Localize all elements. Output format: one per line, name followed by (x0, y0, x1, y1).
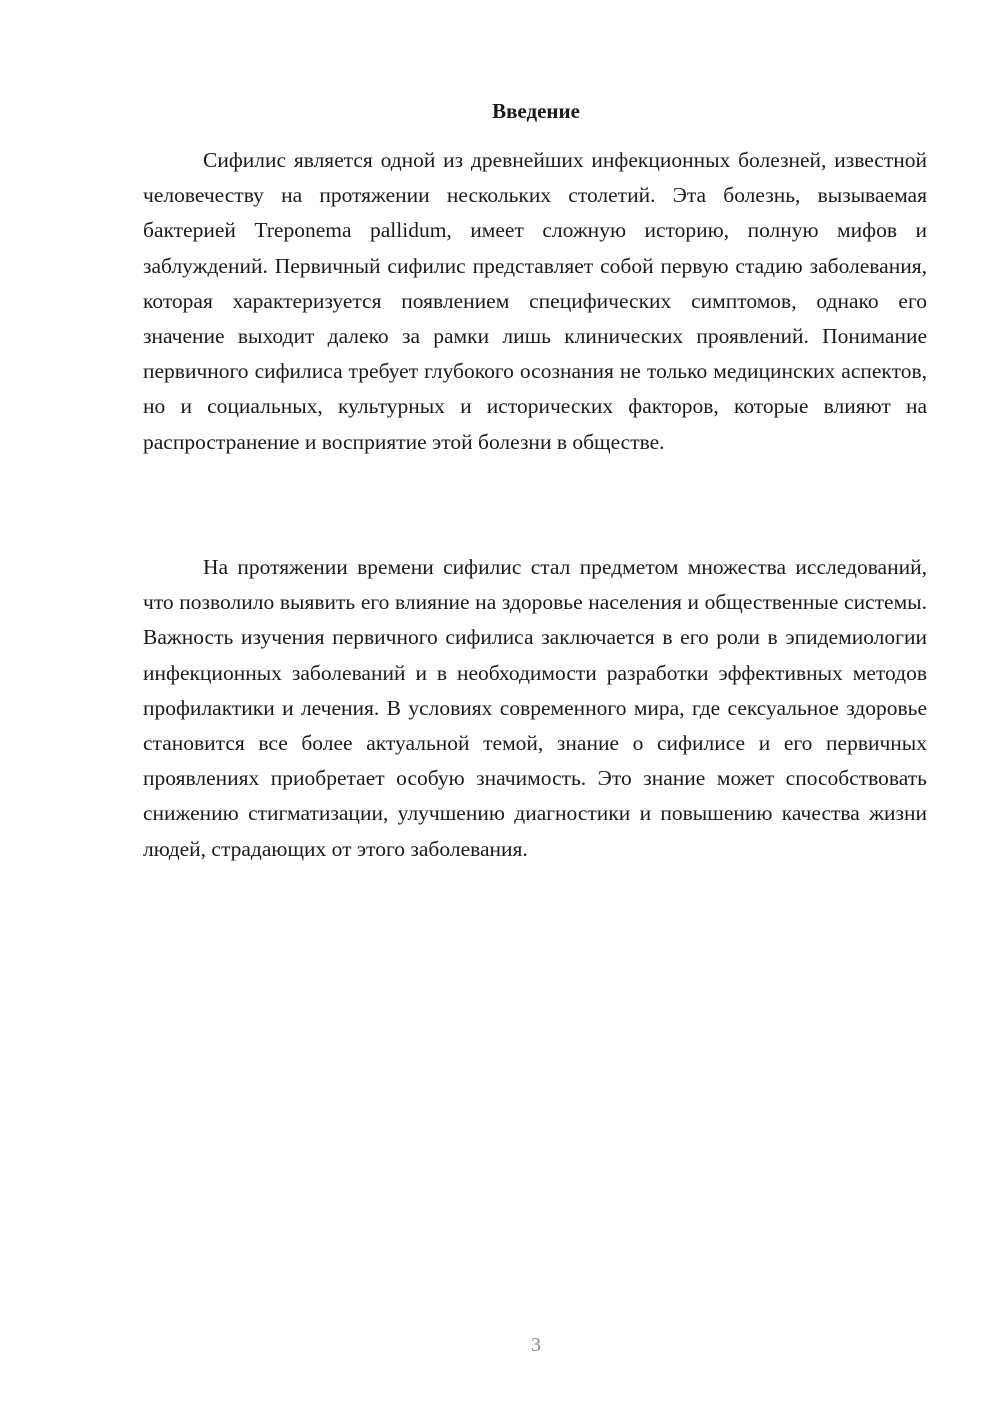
body-paragraph-1: Сифилис является одной из древнейших инфекционных болезней, известной человечеству на протяжении нескольких столетий. Эта болезнь, вызываемая бактерией Treponema pallidum, имеет сложную историю, полную мифов и заблуждений. Первичный сифилис представляет собой первую стадию заболевания, которая характеризуется появлением специфических симптомов, однако его значение выходит далеко за рамки лишь клинических проявлений. Понимание первичного сифилиса требует глубокого осознания не только медицинских аспектов, но и социальных, культурных и исторических факторов, которые влияют на распространение и восприятие этой болезни в обществе. (143, 148, 927, 454)
paragraph-container (143, 550, 927, 867)
section-heading: Введение (492, 99, 580, 123)
body-paragraph-2: На протяжении времени сифилис стал предметом множества исследований, что позволило выявить его влияние на здоровье населения и общественные системы. Важность изучения первичного сифилиса заключается в его роли в эпидемиологии инфекционных заболеваний и в необходимости разработки эффективных методов профилактики и лечения. В условиях современного мира, где сексуальное здоровье становится все более актуальной темой, знание о сифилисе и его первичных проявлениях приобретает особую значимость. Это знание может способствовать снижению стигматизации, улучшению диагностики и повышению качества жизни людей, страдающих от этого заболевания. (143, 555, 927, 861)
page-number: 3 (531, 1334, 541, 1356)
paragraph-container (143, 143, 927, 460)
